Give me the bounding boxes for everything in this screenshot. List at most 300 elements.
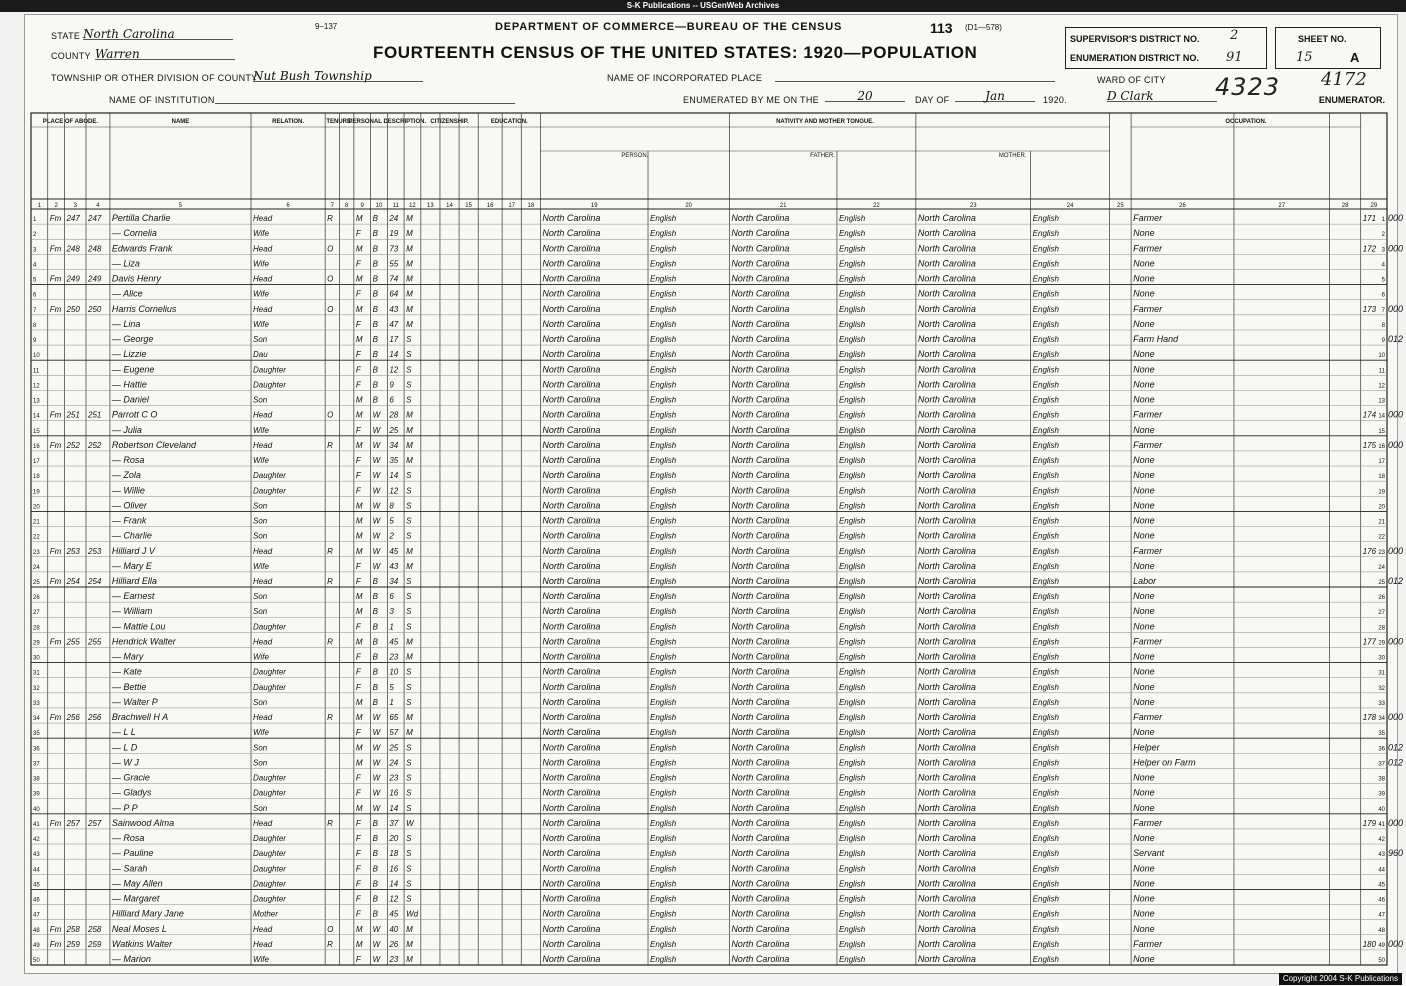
line-number: 14 — [33, 413, 40, 420]
sheet-value: 15 — [1296, 50, 1313, 65]
relation: Daughter — [253, 486, 286, 496]
relation: Daughter — [253, 471, 286, 481]
age: 12 — [389, 894, 399, 904]
relation: Wife — [253, 955, 269, 964]
copyright-notice: Copyright 2004 S-K Publications — [1279, 973, 1402, 985]
age: 5 — [389, 516, 394, 526]
line-number-right: 33 — [1378, 700, 1385, 707]
line-number: 49 — [33, 942, 40, 949]
tenure: R — [327, 637, 333, 647]
age: 43 — [389, 561, 399, 571]
father-tongue: English — [838, 743, 866, 753]
relation: Head — [253, 818, 273, 828]
birthplace: North Carolina — [542, 349, 601, 360]
institution-value — [215, 91, 515, 104]
father-birthplace: North Carolina — [731, 954, 790, 964]
race: W — [372, 939, 381, 949]
father-birthplace: North Carolina — [731, 424, 790, 435]
occupation-code: 177 — [1362, 637, 1377, 647]
line-number: 38 — [33, 776, 40, 783]
age: 12 — [389, 486, 399, 496]
column-number: 14 — [446, 203, 453, 209]
age: 43 — [389, 304, 399, 314]
occupation: None — [1133, 530, 1155, 541]
occupation-extra: 012 — [1388, 757, 1404, 768]
mother-language: English — [1032, 652, 1059, 662]
mother-birthplace: North Carolina — [917, 757, 976, 768]
marital-status: W — [406, 818, 414, 828]
mother-birthplace: North Carolina — [917, 485, 976, 496]
occupation: None — [1133, 787, 1155, 798]
column-number: 27 — [1278, 203, 1286, 209]
marital-status: S — [406, 577, 412, 586]
sex: F — [355, 879, 361, 889]
institution-label: NAME OF INSTITUTION — [109, 95, 215, 105]
line-number-right: 18 — [1378, 474, 1385, 481]
sex: F — [355, 773, 361, 783]
occupation: None — [1133, 500, 1155, 511]
race: W — [372, 561, 381, 571]
marital-status: M — [406, 214, 413, 224]
occupation-code: 176 — [1362, 546, 1377, 556]
father-birthplace: North Carolina — [731, 243, 790, 254]
race: B — [372, 229, 378, 239]
dwelling-type: Fm — [49, 939, 62, 949]
father-tongue: English — [838, 561, 866, 571]
race: B — [372, 350, 378, 360]
column-number: 26 — [1179, 203, 1186, 209]
sex: F — [355, 486, 361, 496]
race: B — [372, 319, 378, 329]
mother-language: English — [1032, 834, 1059, 844]
birthplace: North Carolina — [542, 545, 601, 556]
birthplace: North Carolina — [542, 938, 601, 949]
occupation: Labor — [1133, 576, 1157, 586]
father-tongue: English — [838, 803, 866, 813]
person-name: — Walter P — [111, 696, 158, 707]
age: 9 — [389, 380, 394, 390]
occupation-extra: 960 — [1388, 848, 1404, 859]
relation: Wife — [253, 561, 269, 571]
race: B — [372, 879, 378, 889]
line-number: 35 — [33, 731, 40, 738]
father-tongue: English — [838, 849, 866, 859]
birthplace: North Carolina — [542, 878, 601, 889]
dwelling-type: Fm — [49, 244, 62, 254]
age: 35 — [389, 456, 399, 466]
line-number-right: 12 — [1378, 383, 1385, 390]
mother-tongue: English — [650, 380, 677, 390]
race: B — [372, 380, 378, 390]
line-number-right: 36 — [1378, 746, 1385, 753]
sex: F — [355, 955, 361, 964]
line-number-right: 23 — [1378, 549, 1385, 556]
birthplace: North Carolina — [542, 802, 601, 813]
person-name: — William — [111, 606, 153, 617]
marital-status: S — [406, 365, 412, 375]
age: 10 — [389, 667, 399, 677]
father-birthplace: North Carolina — [731, 455, 790, 466]
person-name: — Hattie — [111, 379, 147, 390]
father-birthplace: North Carolina — [731, 817, 790, 828]
age: 34 — [389, 577, 399, 586]
column-number: 5 — [178, 203, 183, 209]
mother-tongue: English — [650, 834, 677, 844]
marital-status: M — [406, 319, 413, 329]
mother-tongue: English — [650, 304, 677, 314]
sex: M — [355, 214, 363, 224]
sex: F — [355, 456, 361, 466]
marital-status: M — [406, 561, 413, 571]
race: W — [372, 486, 381, 496]
mother-birthplace: North Carolina — [917, 621, 976, 632]
sex: M — [355, 637, 363, 647]
line-number: 25 — [33, 580, 40, 586]
mother-tongue: English — [650, 864, 677, 874]
line-number: 33 — [33, 700, 40, 707]
column-number: 3 — [73, 203, 77, 209]
mother-birthplace: North Carolina — [917, 243, 976, 254]
mother-language: English — [1032, 682, 1059, 692]
father-tongue: English — [838, 577, 866, 586]
line-number-right: 3 — [1381, 247, 1385, 254]
mother-language: English — [1032, 244, 1059, 254]
line-number-right: 29 — [1378, 640, 1385, 647]
family-number: 259 — [88, 939, 102, 949]
year-label: 1920. — [1043, 95, 1068, 105]
tenure: R — [327, 713, 333, 723]
father-birthplace: North Carolina — [731, 318, 790, 329]
father-tongue: English — [838, 410, 866, 420]
mother-birthplace: North Carolina — [917, 576, 976, 586]
person-name: Neal Moses L — [111, 923, 167, 934]
relation: Son — [253, 531, 268, 541]
table-frame — [31, 113, 1387, 965]
column-number: 7 — [330, 203, 335, 209]
corner-number: 4172 — [1321, 69, 1367, 90]
mother-tongue: English — [650, 713, 677, 723]
line-number-right: 48 — [1378, 927, 1385, 934]
father-birthplace: North Carolina — [731, 485, 790, 496]
relation: Wife — [253, 229, 269, 239]
relation: Son — [253, 335, 268, 345]
census-grid — [31, 113, 1404, 965]
father-tongue: English — [838, 818, 866, 828]
mother-birthplace: North Carolina — [917, 545, 976, 556]
line-number: 3 — [33, 247, 37, 254]
supervisor-value: 2 — [1230, 28, 1239, 43]
mother-tongue: English — [650, 849, 677, 859]
age: 74 — [389, 274, 399, 284]
tenure: O — [327, 274, 334, 284]
mother-language: English — [1032, 289, 1059, 299]
father-tongue: English — [838, 229, 866, 239]
father-tongue: English — [838, 924, 866, 934]
race: B — [372, 894, 378, 904]
line-number-right: 27 — [1378, 610, 1385, 617]
father-tongue: English — [838, 274, 866, 284]
mother-birthplace: North Carolina — [917, 334, 976, 345]
race: B — [372, 577, 378, 586]
line-number: 30 — [33, 655, 40, 662]
race: B — [372, 244, 378, 254]
person-name: — Rosa — [111, 833, 145, 844]
mother-tongue: English — [650, 682, 677, 692]
race: W — [372, 773, 381, 783]
mother-language: English — [1032, 939, 1059, 949]
sex: F — [355, 909, 361, 919]
house-number: 251 — [66, 410, 80, 420]
father-birthplace: North Carolina — [731, 470, 790, 481]
occupation-code: 172 — [1362, 244, 1377, 254]
family-number: 250 — [88, 304, 102, 314]
mother-language: English — [1032, 909, 1059, 919]
mother-tongue: English — [650, 667, 677, 677]
relation: Head — [253, 577, 273, 586]
occupation: Farmer — [1133, 545, 1163, 556]
line-number-right: 19 — [1378, 489, 1385, 496]
father-birthplace: North Carolina — [731, 833, 790, 844]
mother-birthplace: North Carolina — [917, 228, 976, 239]
house-number: 247 — [66, 214, 80, 224]
father-birthplace: North Carolina — [731, 651, 790, 662]
relation: Daughter — [253, 622, 286, 632]
age: 18 — [389, 849, 399, 859]
person-name: Davis Henry — [111, 273, 161, 284]
relation: Son — [253, 803, 268, 813]
line-number: 23 — [33, 549, 40, 556]
marital-status: Wd — [406, 909, 419, 919]
section-header: PERSONAL DESCRIPTION. — [348, 119, 427, 125]
relation: Wife — [253, 728, 269, 738]
age: 23 — [389, 955, 399, 964]
person-name: — Kate — [111, 666, 142, 677]
age: 3 — [389, 607, 394, 617]
section-header: RELATION. — [272, 119, 305, 125]
age: 14 — [389, 879, 399, 889]
relation: Head — [253, 440, 273, 450]
mother-language: English — [1032, 425, 1059, 435]
line-number-right: 28 — [1378, 625, 1385, 632]
mother-language: English — [1032, 456, 1059, 466]
person-name: — Lina — [111, 318, 141, 329]
race: B — [372, 289, 378, 299]
line-number-right: 2 — [1381, 232, 1385, 239]
mother-language: English — [1032, 818, 1059, 828]
line-number-right: 11 — [1378, 368, 1385, 375]
mother-tongue: English — [650, 365, 677, 375]
marital-status: M — [406, 652, 413, 662]
occupation: Farmer — [1133, 712, 1163, 723]
line-number: 26 — [33, 595, 40, 602]
family-number: 256 — [88, 713, 102, 723]
relation: Son — [253, 501, 268, 511]
enumerator-label: ENUMERATOR. — [1318, 95, 1385, 105]
person-name: — Frank — [111, 515, 147, 526]
age: 65 — [389, 713, 399, 723]
line-number: 43 — [33, 852, 40, 859]
enumerated-month: Jan — [955, 89, 1035, 102]
occupation-extra: 000 — [1388, 213, 1404, 224]
form-code: (D1—578) — [965, 23, 1002, 32]
age: 16 — [389, 788, 399, 798]
father-birthplace: North Carolina — [731, 848, 790, 859]
father-tongue: English — [838, 289, 866, 299]
father-tongue: English — [838, 894, 866, 904]
line-number-right: 4 — [1381, 262, 1385, 269]
father-tongue: English — [838, 471, 866, 481]
father-birthplace: North Carolina — [731, 666, 790, 677]
race: W — [372, 803, 381, 813]
mother-birthplace: North Carolina — [917, 349, 976, 360]
sex: F — [355, 365, 361, 375]
column-number: 24 — [1066, 203, 1074, 209]
mother-tongue: English — [650, 955, 677, 964]
mother-tongue: English — [650, 259, 677, 269]
mother-language: English — [1032, 728, 1059, 738]
age: 14 — [389, 350, 399, 360]
line-number-right: 8 — [1381, 322, 1385, 329]
tenure: O — [327, 304, 334, 314]
occupation-extra: 000 — [1388, 409, 1404, 420]
mother-birthplace: North Carolina — [917, 591, 976, 602]
mother-tongue: English — [650, 818, 677, 828]
mother-tongue: English — [650, 319, 677, 329]
mother-tongue: English — [650, 214, 677, 224]
township-value: Nut Bush Township — [253, 69, 423, 82]
race: W — [372, 456, 381, 466]
occupation-extra: 012 — [1388, 334, 1404, 345]
father-birthplace: North Carolina — [731, 606, 790, 617]
mother-language: English — [1032, 229, 1059, 239]
enumerated-day: 20 — [825, 89, 905, 102]
mother-birthplace: North Carolina — [917, 727, 976, 738]
occupation: None — [1133, 424, 1155, 435]
column-number: 6 — [286, 203, 290, 209]
line-number: 2 — [33, 232, 37, 239]
relation: Wife — [253, 319, 269, 329]
race: B — [372, 909, 378, 919]
mother-tongue: English — [650, 924, 677, 934]
sex: F — [355, 561, 361, 571]
marital-status: S — [406, 350, 412, 360]
mother-language: English — [1032, 274, 1059, 284]
sex: M — [355, 410, 363, 420]
marital-status: S — [406, 879, 412, 889]
house-number: 250 — [66, 304, 80, 314]
person-name: — Lizzie — [111, 349, 147, 360]
father-tongue: English — [838, 486, 866, 496]
dwelling-type: Fm — [49, 440, 62, 450]
person-name: — Eugene — [111, 364, 155, 375]
occupation: Helper — [1133, 742, 1160, 753]
marital-status: S — [406, 743, 412, 753]
sex: M — [355, 440, 363, 450]
age: 17 — [389, 335, 399, 345]
birthplace: North Carolina — [542, 273, 601, 284]
family-number: 257 — [88, 818, 102, 828]
line-number-right: 13 — [1378, 398, 1385, 405]
relation: Son — [253, 607, 268, 617]
line-number-right: 1 — [1381, 217, 1385, 224]
occupation-code: 180 — [1362, 939, 1377, 949]
father-birthplace: North Carolina — [731, 772, 790, 783]
father-tongue: English — [838, 652, 866, 662]
line-number-right: 39 — [1378, 791, 1385, 798]
mother-birthplace: North Carolina — [917, 712, 976, 723]
sex: F — [355, 652, 361, 662]
occupation-code: 173 — [1362, 304, 1377, 314]
line-number: 39 — [33, 791, 40, 798]
father-tongue: English — [838, 350, 866, 360]
father-birthplace: North Carolina — [731, 258, 790, 269]
sex: M — [355, 546, 363, 556]
age: 25 — [389, 743, 399, 753]
relation: Daughter — [253, 667, 286, 677]
mother-birthplace: North Carolina — [917, 938, 976, 949]
occupation: Helper on Farm — [1133, 757, 1196, 768]
mother-tongue: English — [650, 592, 677, 602]
mother-tongue: English — [650, 773, 677, 783]
census-table — [31, 113, 1404, 965]
birthplace: North Carolina — [542, 500, 601, 511]
line-number: 45 — [33, 882, 40, 889]
occupation: None — [1133, 228, 1155, 239]
occupation: None — [1133, 833, 1155, 844]
person-name: Hendrick Walter — [111, 636, 176, 647]
father-tongue: English — [838, 879, 866, 889]
line-number: 31 — [33, 670, 40, 677]
relation: Son — [253, 592, 268, 602]
father-birthplace: North Carolina — [731, 863, 790, 874]
line-number: 9 — [33, 338, 37, 345]
mother-language: English — [1032, 803, 1059, 813]
relation: Head — [253, 939, 273, 949]
mother-birthplace: North Carolina — [917, 213, 976, 224]
mother-birthplace: North Carolina — [917, 681, 976, 692]
sex: F — [355, 849, 361, 859]
mother-birthplace: North Carolina — [917, 364, 976, 375]
father-birthplace: North Carolina — [731, 303, 790, 314]
sex: F — [355, 319, 361, 329]
mother-language: English — [1032, 410, 1059, 420]
section-header: CITIZENSHIP. — [430, 119, 469, 125]
mother-birthplace: North Carolina — [917, 424, 976, 435]
sex: M — [355, 501, 363, 511]
marital-status: M — [406, 244, 413, 254]
census-sheet — [24, 14, 1404, 974]
birthplace: North Carolina — [542, 787, 601, 798]
mother-tongue: English — [650, 652, 677, 662]
father-birthplace: North Carolina — [731, 349, 790, 360]
family-number: 254 — [88, 577, 102, 586]
age: 64 — [389, 289, 399, 299]
occupation-extra: 000 — [1388, 817, 1404, 828]
person-name: Harris Cornelius — [111, 303, 177, 314]
line-number-right: 25 — [1378, 580, 1385, 586]
mother-language: English — [1032, 622, 1059, 632]
line-number: 47 — [33, 912, 40, 919]
birthplace: North Carolina — [542, 530, 601, 541]
person-name: — Mattie Lou — [111, 621, 166, 632]
father-birthplace: North Carolina — [731, 923, 790, 934]
age: 24 — [389, 758, 399, 768]
line-number: 21 — [33, 519, 40, 526]
father-tongue: English — [838, 380, 866, 390]
marital-status: M — [406, 637, 413, 647]
sex: M — [355, 592, 363, 602]
age: 23 — [389, 773, 399, 783]
